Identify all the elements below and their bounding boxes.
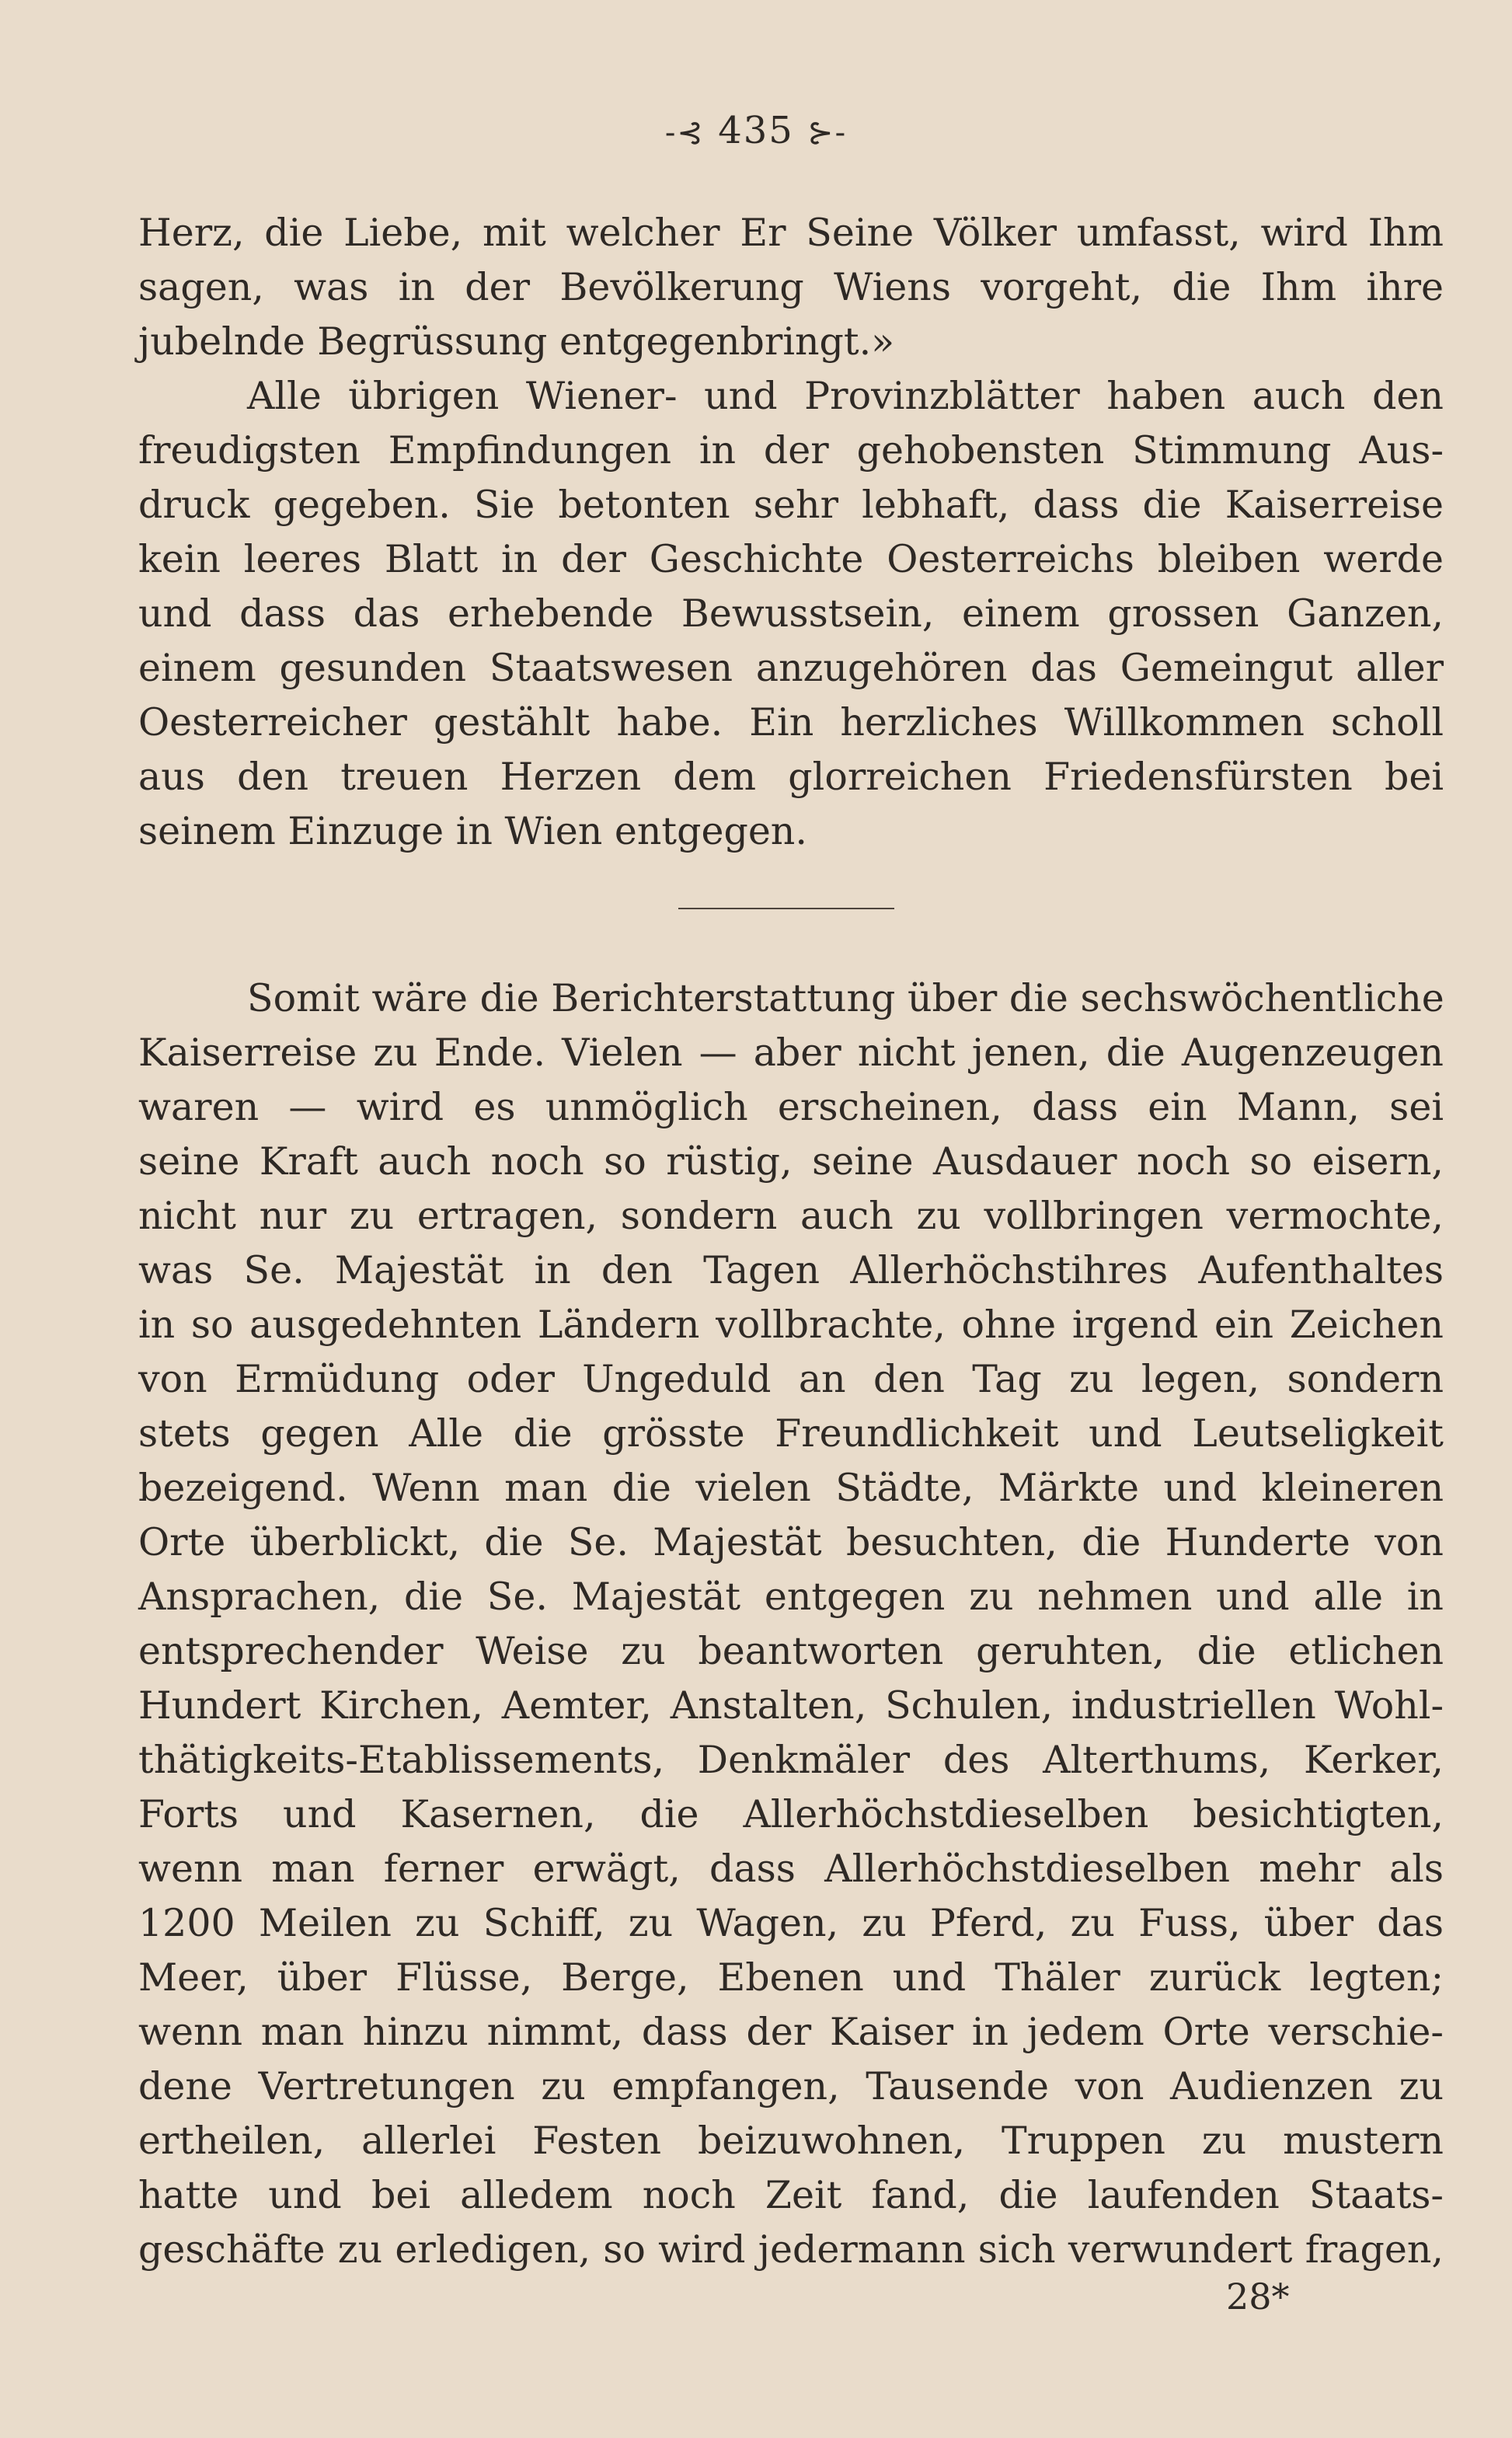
- page-number: 435: [718, 109, 794, 152]
- text-line: wenn man hinzu nimmt, dass der Kaiser in jedem Orte verschie-: [138, 2010, 1444, 2054]
- text-line: Kaiserreise zu Ende. Vielen — aber nicht jenen, die Augenzeugen: [138, 1031, 1444, 1075]
- text-line: kein leeres Blatt in der Geschichte Oesterreichs bleiben werde: [138, 537, 1444, 581]
- text-line: geschäfte zu erledigen, so wird jedermann sich verwundert fragen,: [138, 2227, 1444, 2272]
- text-line: was Se. Majestät in den Tagen Allerhöchstihres Aufenthaltes: [138, 1248, 1444, 1292]
- paragraph-conclusion: [138, 971, 1444, 2277]
- text-line: entsprechender Weise zu beantworten geruhten, die etlichen: [138, 1629, 1444, 1673]
- text-line: Ansprachen, die Se. Majestät entgegen zu nehmen und alle in: [138, 1575, 1444, 1619]
- ornament-right: ⊱-: [807, 115, 848, 151]
- text-line: dene Vertretungen zu empfangen, Tausende von Audienzen zu: [138, 2064, 1444, 2108]
- text-line: Orte überblickt, die Se. Majestät besuchten, die Hunderte von: [138, 1520, 1444, 1564]
- text-line: aus den treuen Herzen dem glorreichen Friedensfürsten bei: [138, 755, 1444, 799]
- text-line: bezeigend. Wenn man die vielen Städte, Märkte und kleineren: [138, 1466, 1444, 1510]
- text-line: Somit wäre die Berichterstattung über die sechswöchentliche: [247, 976, 1444, 1020]
- ornament-left: -⊰: [664, 115, 705, 151]
- text-line: druck gegeben. Sie betonten sehr lebhaft, dass die Kaiserreise: [138, 483, 1444, 527]
- text-line: sagen, was in der Bevölkerung Wiens vorgeht, die Ihm ihre: [138, 265, 1444, 309]
- text-line: von Ermüdung oder Ungeduld an den Tag zu legen, sondern: [138, 1357, 1444, 1401]
- text-line: wenn man ferner erwägt, dass Allerhöchstdieselben mehr als: [138, 1847, 1444, 1891]
- text-line: ertheilen, allerlei Festen beizuwohnen, Truppen zu mustern: [138, 2119, 1444, 2163]
- text-line: und dass das erhebende Bewusstsein, einem grossen Ganzen,: [138, 591, 1444, 636]
- section-divider: [678, 908, 894, 909]
- text-line: in so ausgedehnten Ländern vollbrachte, ohne irgend ein Zeichen: [138, 1303, 1444, 1347]
- text-line: seinem Einzuge in Wien entgegen.: [138, 809, 807, 853]
- page-header: [0, 109, 1512, 152]
- signature-mark: 28*: [1226, 2276, 1290, 2318]
- paragraph-continuation: [138, 206, 1444, 859]
- text-line: thätigkeits-Etablissements, Denkmäler des Alterthums, Kerker,: [138, 1738, 1444, 1782]
- text-line: freudigsten Empfindungen in der gehobensten Stimmung Aus-: [138, 428, 1444, 473]
- text-line: Oesterreicher gestählt habe. Ein herzliches Willkommen scholl: [138, 700, 1444, 745]
- text-line: einem gesunden Staatswesen anzugehören das Gemeingut aller: [138, 646, 1444, 690]
- text-line: hatte und bei alledem noch Zeit fand, die laufenden Staats-: [138, 2173, 1444, 2217]
- text-line: waren — wird es unmöglich erscheinen, dass ein Mann, sei: [138, 1085, 1444, 1129]
- text-line: Hundert Kirchen, Aemter, Anstalten, Schulen, industriellen Wohl-: [138, 1683, 1444, 1728]
- text-line: Alle übrigen Wiener- und Provinzblätter haben auch den: [247, 374, 1444, 418]
- text-line: jubelnde Begrüssung entgegenbringt.»: [138, 319, 895, 364]
- text-line: Meer, über Flüsse, Berge, Ebenen und Thäler zurück legten;: [138, 1955, 1444, 2000]
- text-line: Forts und Kasernen, die Allerhöchstdieselben besichtigten,: [138, 1792, 1444, 1836]
- text-line: stets gegen Alle die grösste Freundlichkeit und Leutseligkeit: [138, 1411, 1444, 1456]
- text-line: nicht nur zu ertragen, sondern auch zu vollbringen vermochte,: [138, 1194, 1444, 1238]
- text-line: seine Kraft auch noch so rüstig, seine Ausdauer noch so eisern,: [138, 1139, 1444, 1184]
- text-line: Herz, die Liebe, mit welcher Er Seine Völker umfasst, wird Ihm: [138, 211, 1444, 255]
- text-line: 1200 Meilen zu Schiff, zu Wagen, zu Pferd, zu Fuss, über das: [138, 1901, 1444, 1945]
